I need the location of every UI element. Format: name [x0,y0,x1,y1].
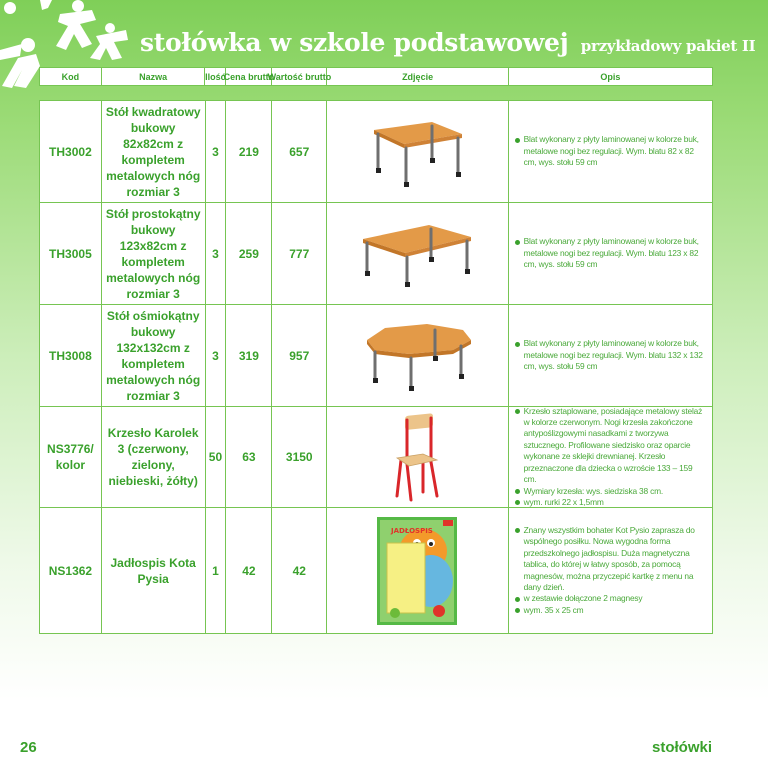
product-value: 657 [272,101,327,202]
product-code: TH3005 [40,203,102,304]
product-photo [327,305,508,406]
product-price: 42 [226,508,272,633]
product-table [39,100,713,634]
product-photo [327,508,508,633]
product-price: 319 [226,305,272,406]
col-ilosc: Ilość [205,68,226,85]
product-price: 219 [226,101,272,202]
description-item: Wymiary krzesła: wys. siedziska 38 cm. [515,486,706,497]
product-value: 42 [272,508,327,633]
product-description [509,203,712,304]
description-item: Krzesło sztaplowane, posiadające metalowy stelaż w kolorze czerwonym. Nogi krzesła zakończone antypoślizgowymi nasadkami z tworzywa sztucznego. Profilowane siedzisko oraz oparcie wykonane ze sklejki drewnianej. Krzesło przeznaczone dla dziecka o wzroście 133 – 159 cm. [515,406,706,486]
octagonal-table-image [357,318,477,393]
menu-board-image [377,517,457,625]
product-name: Stół ośmiokątny bukowy 132x132cm z kompletem metalowych nóg rozmiar 3 [102,305,206,406]
product-name: Jadłospis Kota Pysia [102,508,206,633]
product-name: Krzesło Karolek 3 (czerwony, zielony, niebieski, żółty) [102,407,206,507]
col-wartosc: Wartość brutto [272,68,327,85]
product-photo [327,203,508,304]
product-code: NS3776/ kolor [40,407,102,507]
product-code: TH3008 [40,305,102,406]
page-title [140,28,755,57]
table-row [40,305,712,407]
description-item: Blat wykonany z płyty laminowanej w kolorze buk, metalowe nogi bez regulacji. Wym. blatu 123 x 82 cm, wys. stołu 59 cm [515,236,706,270]
table-header [39,67,713,86]
product-description [509,305,712,406]
description-item: Blat wykonany z płyty laminowanej w kolorze buk, metalowe nogi bez regulacji. Wym. blatu 82 x 82 cm, wys. stołu 59 cm [515,134,706,168]
description-item: Blat wykonany z płyty laminowanej w kolorze buk, metalowe nogi bez regulacji. Wym. blatu 132 x 132 cm, wys. stołu 59 cm [515,338,706,372]
section-name: stołówki [651,739,712,756]
product-name: Stół prostokątny bukowy 123x82cm z kompletem metalowych nóg rozmiar 3 [102,203,206,304]
product-quantity: 3 [206,101,227,202]
product-price: 259 [226,203,272,304]
product-quantity: 3 [206,305,227,406]
menu-board-label: JADŁOSPIS [391,526,434,535]
col-nazwa: Nazwa [102,68,206,85]
page-number: 26 [20,739,37,756]
col-zdjecie: Zdjęcie [327,68,508,85]
chair-image [387,412,447,502]
description-item: Znany wszystkim bohater Kot Pysio zaprasza do wspólnego posiłku. Nowa wygodna forma przedszkolnego jadłospisu. Duża magnetyczna tablica, do której w łatwy sposób, za pomocą magnesów, można przyczepić kartkę z menu na dany dzień. [515,525,706,593]
product-photo [327,101,508,202]
product-name: Stół kwadratowy bukowy 82x82cm z kompletem metalowych nóg rozmiar 3 [102,101,206,202]
product-quantity: 50 [206,407,227,507]
product-description [509,508,712,633]
table-row [40,407,712,508]
description-item: w zestawie dołączone 2 magnesy [515,593,706,604]
product-value: 3150 [272,407,327,507]
product-value: 957 [272,305,327,406]
product-code: NS1362 [40,508,102,633]
col-cena: Cena brutto [226,68,272,85]
product-quantity: 3 [206,203,227,304]
table-row [40,101,712,203]
title-text: stołówka w szkole podstawowej [140,28,569,57]
product-code: TH3002 [40,101,102,202]
table-row [40,203,712,305]
square-table-image [362,112,472,192]
col-kod: Kod [40,68,102,85]
table-row [40,508,712,633]
subtitle-text: przykładowy pakiet II [580,37,756,55]
product-description [509,101,712,202]
col-opis: Opis [600,71,621,82]
product-quantity: 1 [206,508,227,633]
rectangular-table-image [357,219,477,289]
product-description [509,407,712,507]
description-item: wym. 35 x 25 cm [515,605,706,616]
description-item: wym. rurki 22 x 1,5mm [515,497,706,508]
product-price: 63 [226,407,272,507]
product-value: 777 [272,203,327,304]
product-photo [327,407,508,507]
